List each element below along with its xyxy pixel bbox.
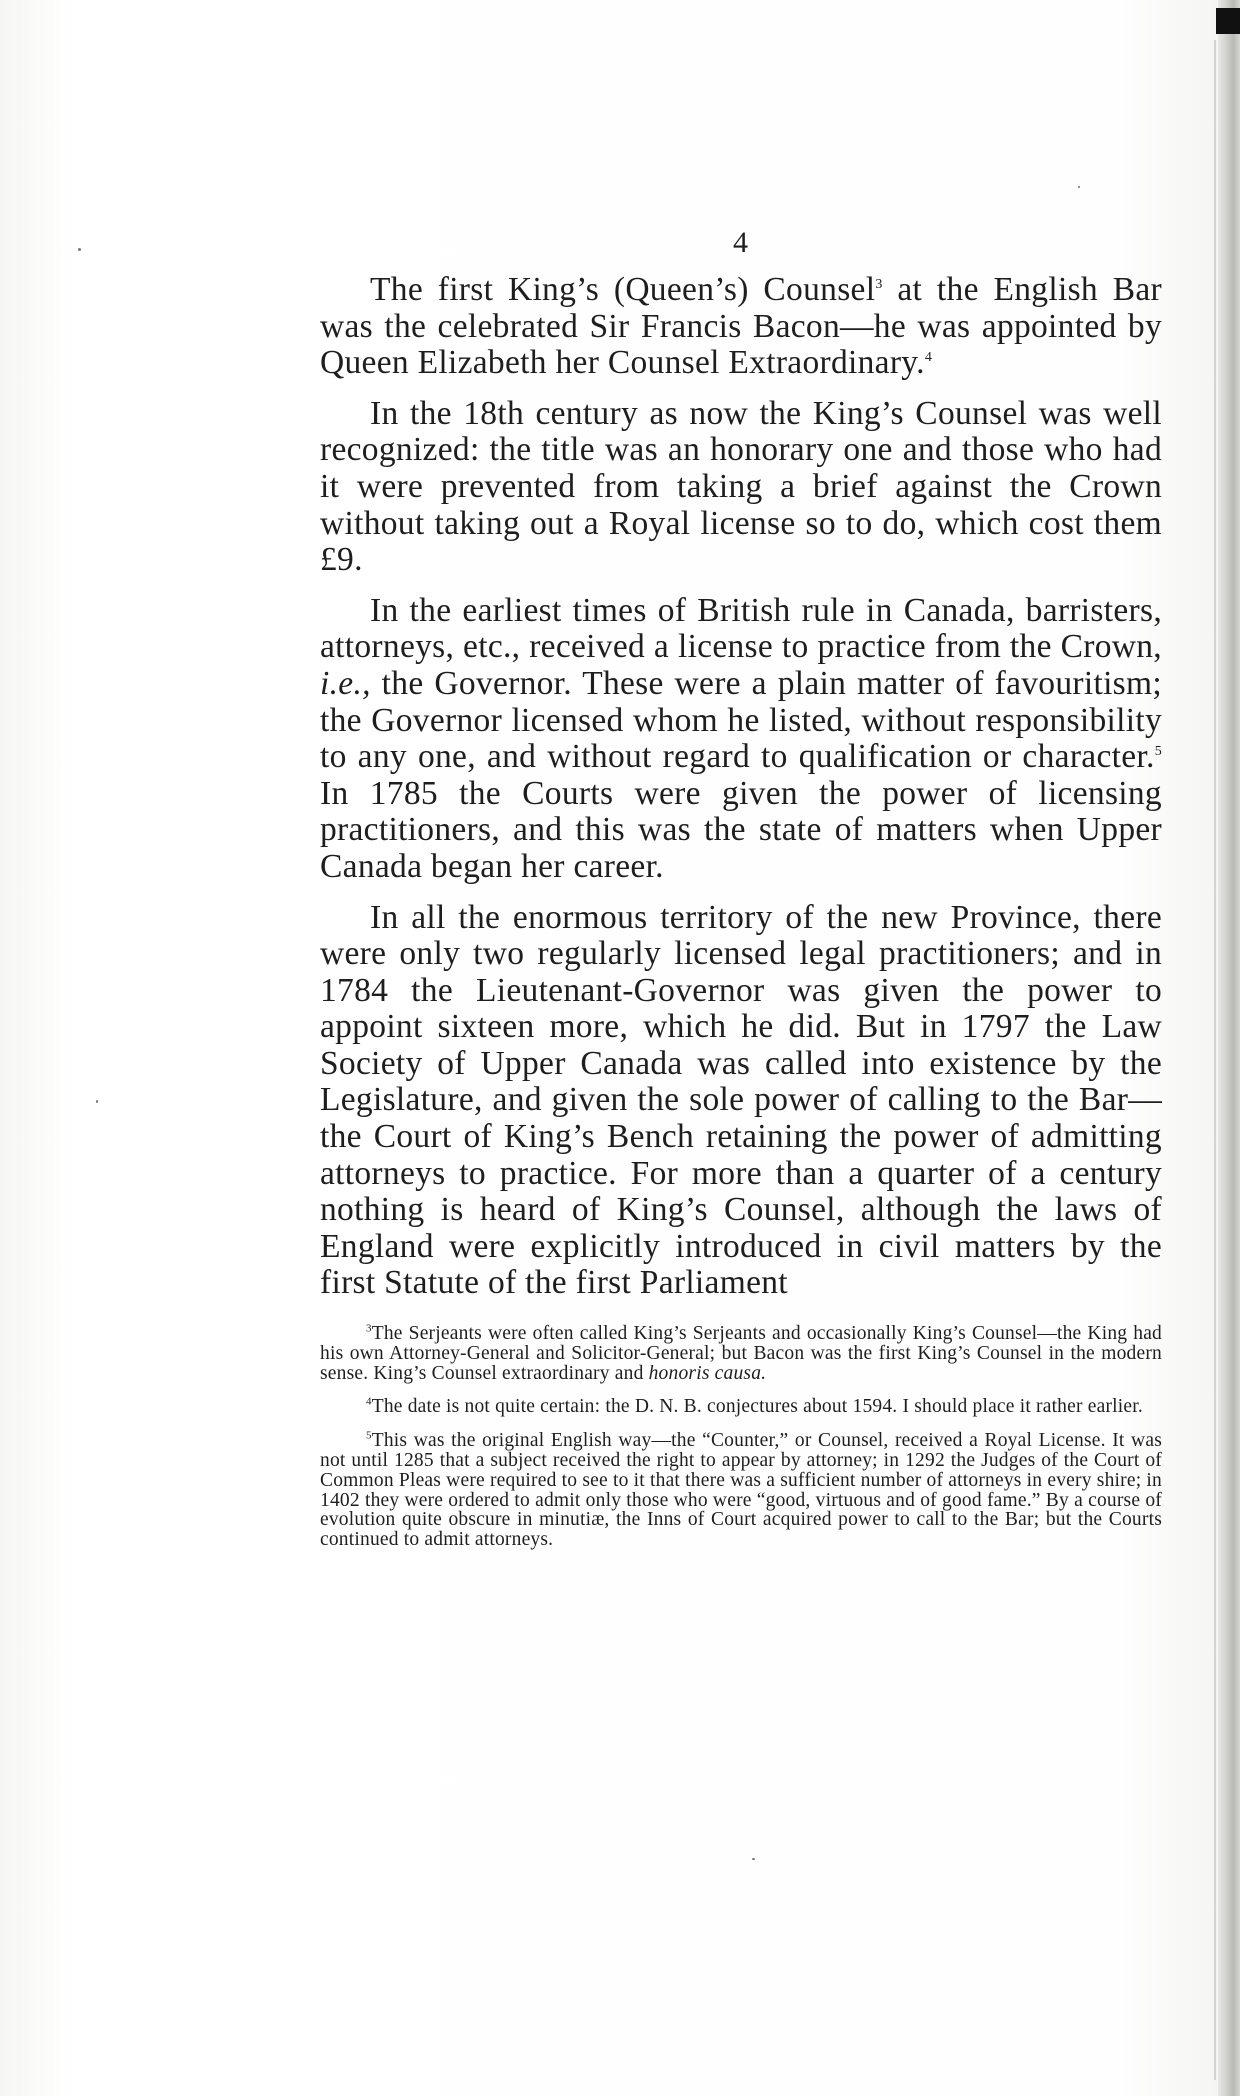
paragraph-1: [320, 272, 1162, 382]
paragraph-4: In all the enormous territory of the new Province, there were only two regularly licensed legal practitioners; and in 1784 the Lieutenant-Governor was given the power to appoint sixteen more, which he did. But in 1797 the Law Society of Upper Canada was called into existence by the Legislature, and given the sole power of calling to the Bar—the Court of King’s Bench retaining the power of admitting attorneys to practice. For more than a quarter of a century nothing is heard of King’s Counsel, although the laws of England were explicitly introduced in civil matters by the first Statute of the first Parliament: [320, 898, 1162, 1302]
footnote-5-text: This was the original English way—the “Counter,” or Counsel, received a Royal License. It was not until 1285 that a subject received the right to appear by attorney; in 1292 the Judges of the Court of Common Pleas were required to see to it that there was a sufficient number of attorneys in every shire; in 1402 they were ordered to admit only those who were “good, virtuous and of good fame.” By a course of evolution quite obscure in minutiæ, the Inns of Court acquired power to call to the Bar; but the Courts continued to admit attorneys.: [320, 1430, 1162, 1551]
page-content: [320, 226, 1162, 1564]
footnote-4: [320, 1397, 1162, 1417]
footnote-mark: 5: [366, 1429, 372, 1442]
footnote-5: [320, 1431, 1162, 1550]
footnote-ref-4: 4: [924, 350, 933, 366]
page-number: 4: [733, 226, 749, 259]
footnote-mark: 3: [366, 1322, 372, 1335]
scan-speck: [96, 1100, 98, 1103]
footnote-ref-5: 5: [1154, 743, 1162, 759]
page-edge-shadow: [1218, 0, 1240, 2096]
scan-speck: [1078, 186, 1080, 188]
footnote-4-text: The date is not quite certain: the D. N. B. conjectures about 1594. I should place it rather earlier.: [371, 1396, 1143, 1418]
scan-speck: [752, 1858, 755, 1860]
paragraph-1-text-a: The first King’s (Queen’s) Counsel: [370, 271, 876, 308]
footnote-ref-3: 3: [875, 276, 883, 292]
footnote-3: [320, 1324, 1162, 1383]
paragraph-2: In the 18th century as now the King’s Counsel was well recognized: the title was an honorary one and those who had it were prevented from taking a brief against the Crown without taking out a Royal license so to do, which cost them £9.: [320, 394, 1162, 579]
paragraph-3-text-c: In 1785 the Courts were given the power of licensing practitioners, and this was the state of matters when Upper Canada began her career.: [320, 774, 1162, 885]
paragraph-3-text-b: the Governor. These were a plain matter of favouritism; the Governor licensed whom he listed, without responsibility to any one, and without regard to qualification or character.: [320, 664, 1162, 776]
footnote-3-text: The Serjeants were often called King’s Serjeants and occasionally King’s Counsel—the King had his own Attorney-General and Solicitor-General; but Bacon was the first King’s Counsel in the modern sense. King’s Counsel extraordinary and: [320, 1323, 1162, 1384]
page-edge-line: [1214, 40, 1216, 2080]
paragraph-3-text-a: In the earliest times of British rule in Canada, barristers, attorneys, etc., received a license to practice from the Crown,: [320, 591, 1162, 666]
paragraph-3-italic: i.e.,: [320, 664, 371, 702]
paragraph-1-text-b: at the English Bar was the celebrated Sir Francis Bacon—he was appointed by Queen Elizabeth her Counsel Extraordinary.: [320, 271, 1162, 382]
footnotes: [320, 1324, 1162, 1550]
footnote-3-italic: honoris causa.: [648, 1362, 767, 1384]
corner-mark: [1216, 8, 1240, 34]
paragraph-3: [320, 593, 1162, 886]
footnote-mark: 4: [366, 1395, 372, 1408]
scan-speck: [78, 248, 81, 251]
